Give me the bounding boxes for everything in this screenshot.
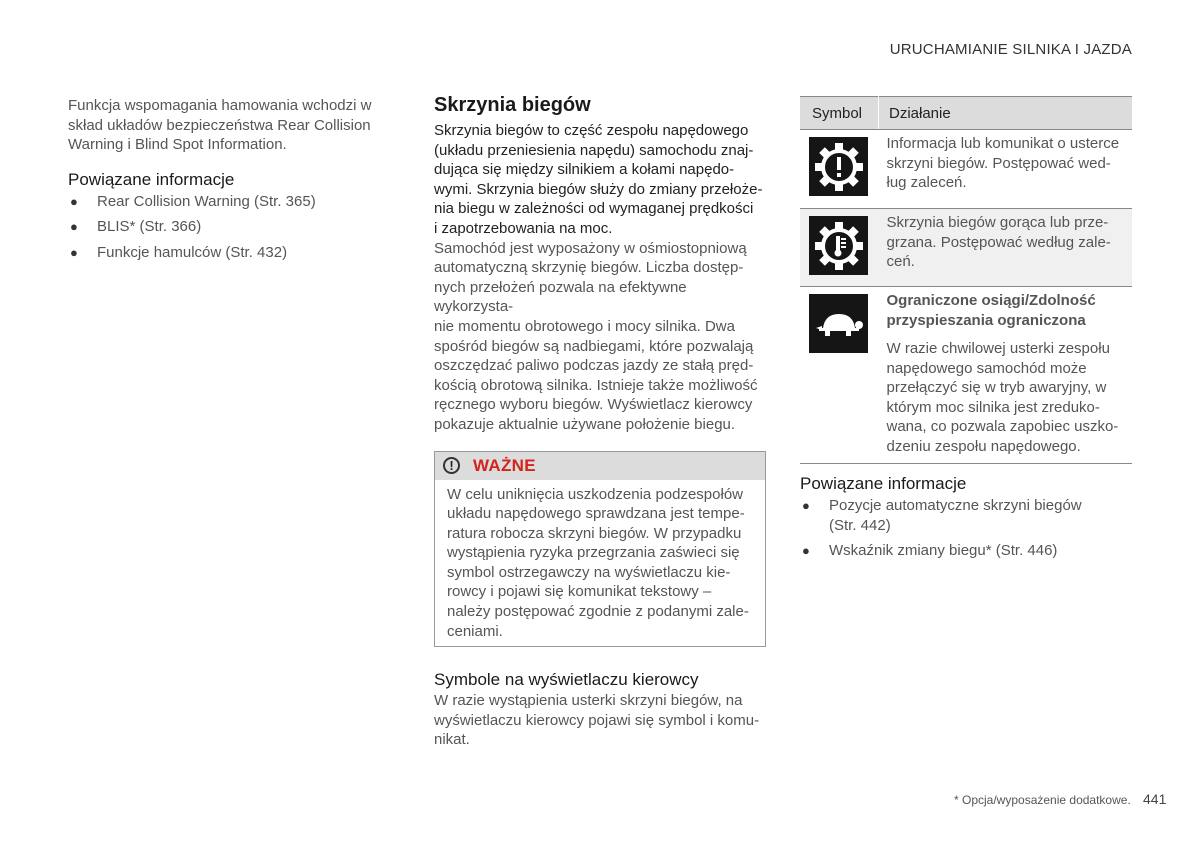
column-2 — [434, 94, 766, 750]
column-header-action: Działanie — [879, 97, 1133, 130]
text-line: Warning i Blind Spot Information. — [68, 136, 287, 154]
intro-paragraph — [68, 96, 378, 155]
text-line: Samochód jest wyposażony w ośmiostopniową — [434, 239, 747, 257]
list-item[interactable] — [68, 243, 378, 263]
text-line: napędowego samochód może — [886, 359, 1087, 377]
action-cell — [879, 209, 1133, 287]
text-line: wystąpienia ryzyka przegrzania zaświeci się — [447, 544, 740, 562]
list-item[interactable] — [800, 496, 1132, 535]
text-line: symbol ostrzegawczy na wyświetlaczu kie- — [447, 563, 731, 581]
table-row — [800, 209, 1132, 287]
symbol-cell — [800, 287, 879, 464]
important-body — [435, 480, 765, 647]
text-line: dzeniu zespołu napędowego. — [886, 437, 1081, 455]
text-line: Skrzynia biegów to część zespołu napędowego — [434, 122, 749, 139]
lead-paragraph — [434, 121, 766, 239]
text-line: kością obrotową silnika. Istnieje także możliwość — [434, 376, 758, 394]
text-line: przełączyć się w tryb awaryjny, w — [886, 379, 1107, 397]
table-row — [800, 287, 1132, 464]
symbol-table — [800, 96, 1132, 464]
section-heading: Skrzynia biegów — [434, 94, 591, 116]
text-line: skład układów bezpieczeństwa Rear Collision — [68, 116, 371, 134]
text-line: ceń. — [886, 253, 915, 271]
text-line: przyspieszania ograniczona — [886, 312, 1086, 329]
text-line: należy postępować zgodnie z podanymi zale- — [447, 603, 749, 621]
related-info-list — [68, 192, 378, 263]
text-line: W celu uniknięcia uszkodzenia podzespołów — [447, 485, 744, 503]
text-line: wyświetlaczu kierowcy pojawi się symbol i komu- — [434, 711, 760, 729]
turtle-icon — [809, 294, 868, 353]
list-item-text: Pozycje automatyczne skrzyni biegów — [829, 497, 1082, 514]
text-line: pokazuje aktualnie używane położenie biegu. — [434, 415, 736, 433]
table-header-row — [800, 97, 1132, 130]
text-line: ceniami. — [447, 622, 503, 640]
gearbox-fault-icon — [809, 137, 868, 196]
symbol-cell — [800, 209, 879, 287]
text-line: którym moc silnika jest zreduko- — [886, 398, 1100, 416]
action-cell — [879, 287, 1133, 464]
text-line: nia biegu w zależności od wymaganej prędkości — [434, 200, 754, 218]
list-item-text: Rear Collision Warning (Str. 365) — [97, 192, 316, 210]
text-line: Ograniczone osiągi/Zdolność — [886, 292, 1096, 309]
footnote: * Opcja/wyposażenie dodatkowe. — [954, 793, 1131, 807]
text-line: automatyczną skrzynię biegów. Liczba dostęp- — [434, 259, 744, 277]
bullet-icon: ● — [802, 543, 810, 559]
important-notice — [434, 451, 766, 648]
text-line: wymi. Skrzynia biegów służy do zmiany przełoże- — [434, 180, 763, 198]
text-line: nie momentu obrotowego i mocy silnika. Dwa — [434, 317, 735, 335]
text-line: wana, co pozwala zapobiec uszko- — [886, 418, 1119, 436]
list-item[interactable] — [68, 192, 378, 212]
symbols-paragraph — [434, 691, 766, 750]
text-line: Informacja lub komunikat o usterce — [886, 135, 1120, 152]
text-line: grzana. Postępować według zale- — [886, 233, 1111, 251]
table-row — [800, 130, 1132, 209]
text-line: spośród biegów są nadbiegami, które pozwalają — [434, 337, 754, 355]
related-info-heading: Powiązane informacje — [800, 474, 967, 493]
list-item[interactable] — [68, 217, 378, 237]
symbol-table-wrapper — [800, 96, 1132, 464]
text-line: (układu przeniesienia napędu) samochodu znaj- — [434, 141, 754, 159]
warning-icon: ! — [443, 457, 460, 474]
related-info-2 — [800, 474, 1132, 567]
bullet-icon: ● — [70, 244, 78, 260]
text-line: ług zaleceń. — [886, 174, 967, 192]
row-title — [887, 291, 1129, 331]
related-info-heading: Powiązane informacje — [68, 169, 235, 189]
column-1 — [68, 96, 378, 269]
section-header: URUCHAMIANIE SILNIKA I JAZDA — [889, 41, 1132, 58]
list-item-text: (Str. 442) — [829, 516, 891, 534]
text-line: oszczędzać paliwo podczas jazdy ze stałą pręd- — [434, 357, 754, 375]
text-line: nikat. — [434, 731, 470, 749]
column-header-symbol: Symbol — [800, 97, 879, 130]
text-line: Funkcja wspomagania hamowania wchodzi w — [68, 97, 372, 114]
related-info-list — [800, 496, 1132, 561]
list-item[interactable] — [800, 541, 1132, 561]
text-line: W razie wystąpienia usterki skrzyni biegów, na — [434, 692, 743, 710]
action-cell — [879, 130, 1133, 209]
text-line: dująca się między silnikiem a kołami napędo- — [434, 161, 735, 179]
important-title: WAŻNE — [473, 455, 536, 475]
important-header — [435, 452, 765, 480]
text-line: skrzyni biegów. Postępować wed- — [886, 154, 1111, 172]
symbol-cell — [800, 130, 879, 209]
body-paragraph — [434, 239, 766, 435]
symbols-heading: Symbole na wyświetlaczu kierowcy — [434, 670, 699, 690]
page-number: 441 — [1143, 791, 1167, 807]
text-line: nych przełożeń pozwala na efektywne wykorzysta- — [434, 278, 687, 316]
list-item-text: Wskaźnik zmiany biegu* (Str. 446) — [829, 542, 1058, 560]
list-item-text: Funkcje hamulców (Str. 432) — [97, 243, 288, 261]
text-line: układu napędowego sprawdzana jest tempe- — [447, 505, 745, 523]
text-line: i zapotrzebowania na moc. — [434, 219, 613, 237]
bullet-icon: ● — [802, 498, 810, 513]
list-item-text: BLIS* (Str. 366) — [97, 218, 202, 236]
text-line: ręcznego wyboru biegów. Wyświetlacz kierowcy — [434, 396, 753, 414]
text-line: Skrzynia biegów gorąca lub prze- — [886, 214, 1109, 231]
text-line: W razie chwilowej usterki zespołu — [886, 340, 1110, 357]
bullet-icon: ● — [70, 219, 78, 235]
text-line: rowcy i pojawi się komunikat tekstowy – — [447, 583, 712, 601]
bullet-icon: ● — [70, 193, 78, 209]
gearbox-temperature-icon — [809, 216, 868, 275]
text-line: ratura robocza skrzyni biegów. W przypadku — [447, 524, 742, 542]
